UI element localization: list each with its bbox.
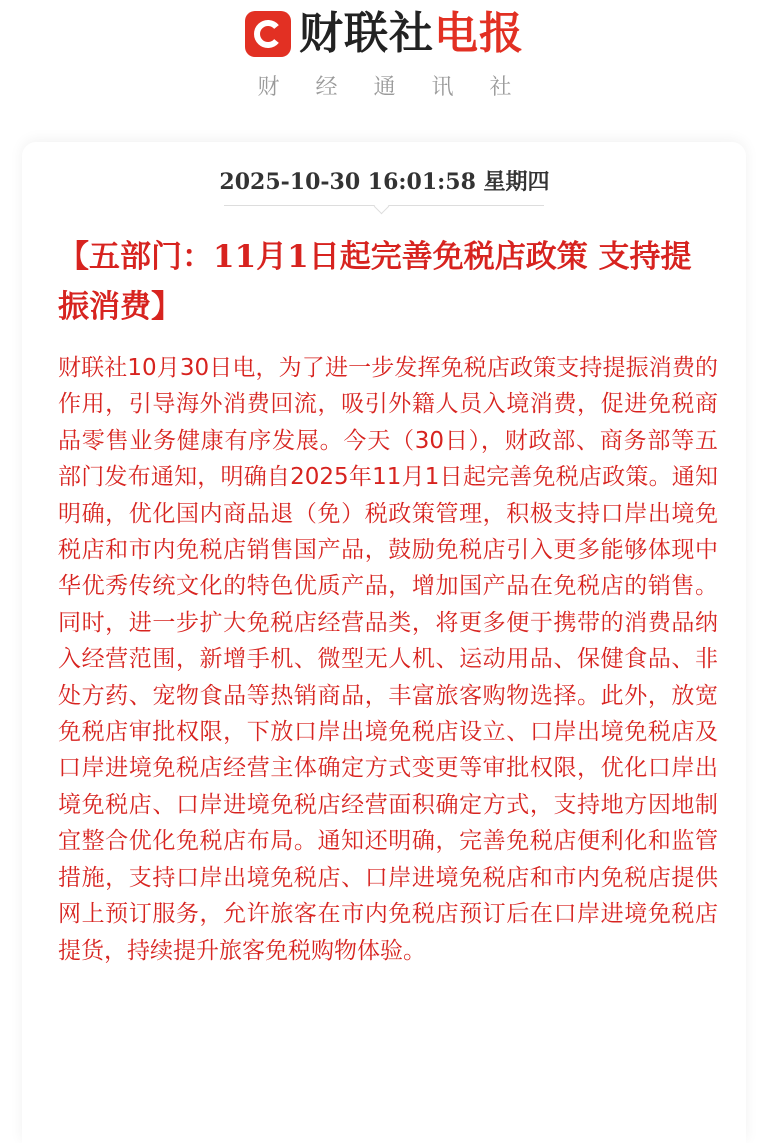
brand-name-red: 电报 [434,8,524,59]
brand-tagline: 财经通讯社 [257,75,548,100]
article-body: 财联社10月30日电，为了进一步发挥免税店政策支持提振消费的作用，引导海外消费回流，吸引外籍人员入境消费，促进免税商品零售业务健康有序发展。今天（30日），财政部、商务部等五部门发布通知，明确自2025年11月1日起完善免税店政策。通知明确，优化国内商品退（免）税政策管理，积极支持口岸出境免税店和市内免税店销售国产品，鼓励免税店引入更多能够体现中华优秀传统文化的特色优质产品，增加国产品在免税店的销售。同时，进一步扩大免税店经营品类，将更多便于携带的消费品纳入经营范围，新增手机、微型无人机、运动用品、保健食品、非处方药、宠物食品等热销商品，丰富旅客购物选择。此外，放宽免税店审批权限，下放口岸出境免税店设立、口岸出境免税店及口岸进境免税店经营主体确定方式变更等审批权限，优化口岸出境免税店、口岸进境免税店经营面积确定方式，支持地方因地制宜整合优化免税店布局。通知还明确，完善免税店便利化和监管措施，支持口岸出境免税店、口岸进境免税店和市内免税店提供网上预订服务，允许旅客在市内免税店预订后在口岸进境免税店提货，持续提升旅客免税购物体验。 [58,355,718,964]
article-datetime: 2025-10-30 16:01:58 星期四 [219,169,550,195]
article-headline: 【五部门：11月1日起完善免税店政策 支持提振消费】 [58,239,692,325]
brand-name-dark: 财联社 [299,8,434,59]
c-logo-icon [245,11,291,57]
brand-logo[interactable] [0,6,769,62]
app-header [0,0,769,140]
